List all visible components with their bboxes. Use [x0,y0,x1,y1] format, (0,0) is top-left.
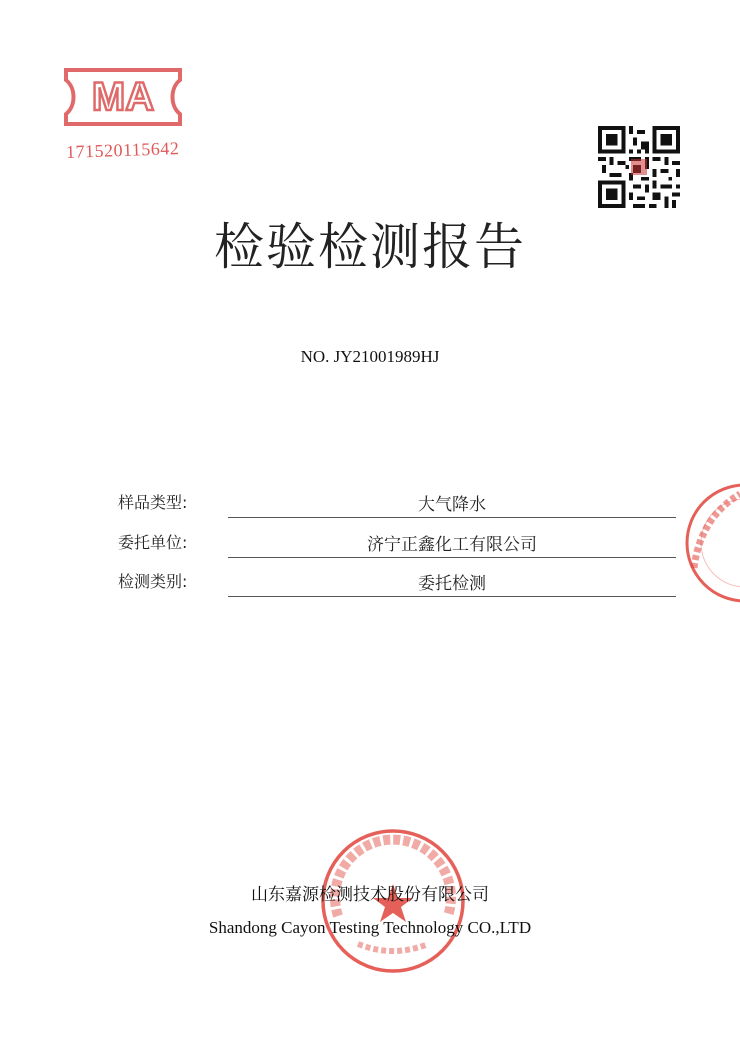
company-seal-partial [680,478,740,608]
qr-code [598,126,680,208]
field-label: 样品类型: [118,493,188,512]
company-name-en: Shandong Cayon Testing Technology CO.,LTD [208,918,532,937]
field-label: 委托单位: [118,533,188,552]
report-number: NO. JY21001989HJ [300,347,440,366]
field-underline [228,517,676,518]
field-value: 大气降水 [418,495,486,515]
field-underline [228,557,676,558]
cma-number: 171520115642 [65,138,180,162]
cma-stamp-text: MA [91,75,155,119]
cma-stamp [58,66,188,128]
field-test-category [118,569,676,599]
report-title: 检验检测报告 [214,218,526,276]
field-client [118,530,676,560]
field-underline [228,596,676,597]
field-sample-type [118,490,676,520]
field-value: 济宁正鑫化工有限公司 [367,535,537,555]
field-label: 检测类别: [118,572,188,591]
company-name-cn: 山东嘉源检测技术股份有限公司 [251,885,489,905]
field-value: 委托检测 [418,574,486,594]
